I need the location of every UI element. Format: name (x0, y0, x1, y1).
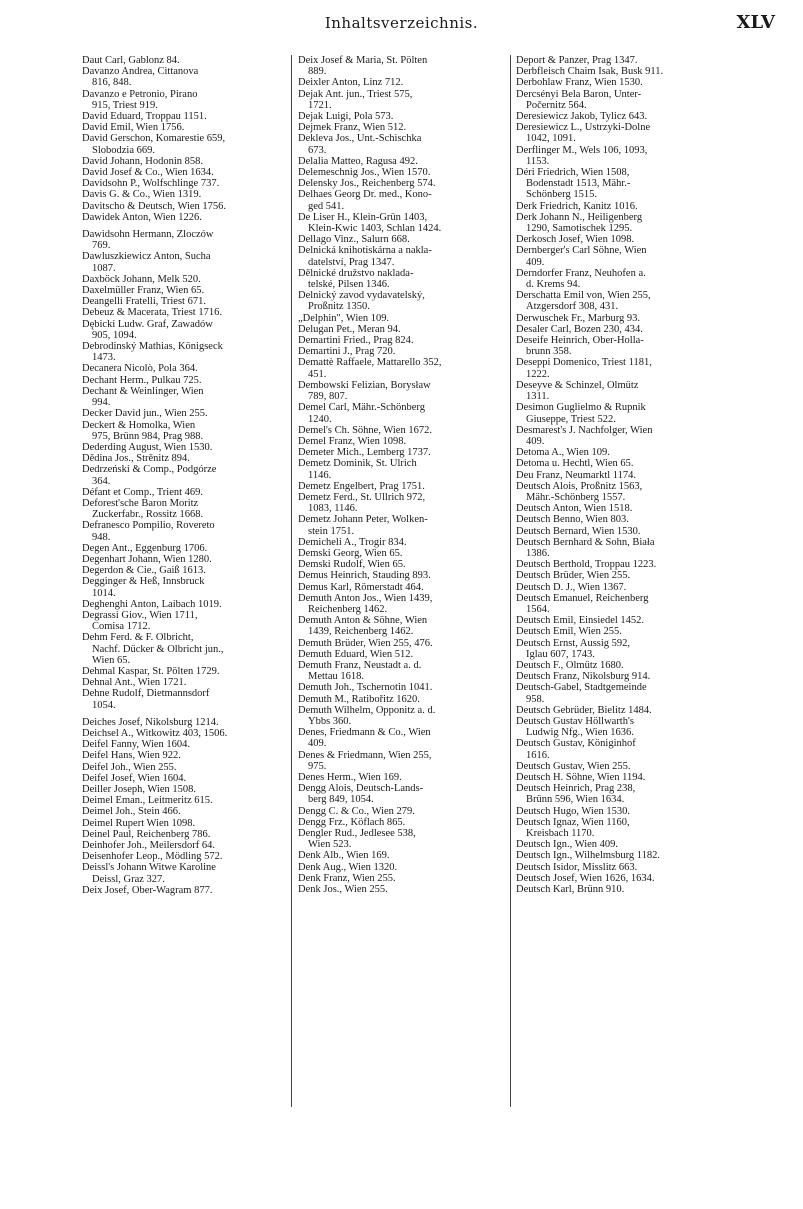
index-entry: Deutsch H. Söhne, Wien 1194. (516, 772, 646, 783)
index-entry: Degen Ant., Eggenburg 1706. (82, 542, 208, 554)
index-entry: Demus Heinrich, Stauding 893. (298, 570, 431, 582)
index-entry: Deimel Eman., Leitmeritz 615. (82, 795, 213, 807)
index-column-2 (298, 55, 503, 895)
index-entry: Denes, Friedmann & Co., Wien 409. (298, 727, 431, 750)
index-entry: Dellago Vinz., Salurn 668. (298, 234, 410, 246)
index-entry: Dehm Ferd. & F. Olbricht, Nachf. Dücker & Olbricht jun., Wien 65. (82, 632, 224, 666)
index-entry: Deu Franz, Neumarktl 1174. (516, 469, 637, 481)
index-entry: Deckert & Homolka, Wien 975, Brünn 984, Prag 988. (82, 419, 204, 442)
index-entry: Demuth Anton Jos., Wien 1439, Reichenberg 1462. (298, 592, 433, 615)
index-entry: Delugan Pet., Meran 94. (298, 323, 401, 335)
index-entry: David Johann, Hodonin 858. (82, 155, 204, 167)
index-entry: Denk Jos., Wien 255. (298, 884, 388, 896)
index-entry: Denes & Friedmann, Wien 255, 975. (298, 749, 432, 772)
index-entry: Deimel Rupert Wien 1098. (82, 817, 196, 829)
index-entry: Dengg Frz., Köflach 865. (298, 816, 406, 828)
index-entry: Derk Johann N., Heiligenberg 1290, Samotischek 1295. (516, 211, 643, 235)
index-entry: Deutsch Hugo, Wien 1530. (516, 805, 630, 817)
index-entry: Demattè Raffaele, Mattarello 352, 451. (298, 357, 442, 380)
index-entry: Deutsch Bernhard & Sohn, Biała 1386. (516, 536, 655, 559)
index-entry: Deutsch Alois, Proßnitz 1563, Mähr.-Schönberg 1557. (516, 480, 643, 503)
index-entry: Demicheli A., Trogir 834. (298, 536, 407, 548)
index-entry: Davanzo Andrea, Cittanova 816, 848. (82, 66, 199, 89)
index-entry: Dercsényi Bela Baron, Unter- Počernitz 564. (516, 88, 642, 111)
index-entry: Deutsch Karl, Brünn 910. (516, 884, 625, 896)
index-entry: Deifel Fanny, Wien 1604. (82, 739, 191, 751)
index-entry: Deichsel A., Witkowitz 403, 1506. (82, 727, 228, 739)
index-column-3 (516, 55, 724, 895)
index-entry: Dębicki Ludw. Graf, Zawadów 905, 1094. (82, 318, 213, 341)
index-entry: Derflinger M., Wels 106, 1093, 1153. (516, 144, 648, 167)
index-entry: Dehne Rudolf, Dietmannsdorf 1054. (82, 688, 210, 711)
index-entry: Daxböck Johann, Melk 520. (82, 273, 201, 285)
index-entry: Demuth Brüder, Wien 255, 476. (298, 637, 433, 649)
index-entry: Desimon Guglielmo & Rupnik Giuseppe, Triest 522. (516, 402, 646, 425)
index-entry: Demuth Franz, Neustadt a. d. Mettau 1618. (298, 659, 422, 683)
index-entry: Demuth Joh., Tschernotin 1041. (298, 682, 433, 694)
index-entry: Deutsch Berthold, Troppau 1223. (516, 559, 657, 571)
index-entry: Deutsch Ign., Wien 409. (516, 839, 619, 851)
index-entry: Demuth Eduard, Wien 512. (298, 648, 414, 660)
index-entry: Derschatta Emil von, Wien 255, Atzgersdorf 308, 431. (516, 290, 651, 313)
index-entry: Défant et Comp., Trient 469. (82, 486, 204, 498)
index-entry: Denk Aug., Wien 1320. (298, 861, 398, 873)
index-entry: Delhaes Georg Dr. med., Kono- ged 541. (298, 189, 432, 212)
index-entry: Déri Friedrich, Wien 1508, Bodenstadt 1513, Mähr.- Schönberg 1515. (516, 167, 631, 201)
index-entry: Deutsch Gustav Höllwarth's Ludwig Nfg., Wien 1636. (516, 715, 634, 739)
index-entry: Deiller Joseph, Wien 1508. (82, 784, 196, 795)
index-entry: Deutsch D. J., Wien 1367. (516, 581, 627, 593)
index-entry: Deutsch Emil, Wien 255. (516, 626, 622, 638)
index-entry: Demel Carl, Mähr.-Schönberg 1240. (298, 402, 425, 425)
index-entry: Deutsch Josef, Wien 1626, 1634. (516, 872, 655, 884)
index-entry: Degerdon & Cie., Gaiß 1613. (82, 565, 206, 577)
index-entry: Dehmal Kaspar, St. Pölten 1729. (82, 665, 220, 677)
index-entry: Degrassi Giov., Wien 1711, Comisa 1712. (82, 609, 198, 633)
index-entry: Decker David jun., Wien 255. (82, 408, 208, 420)
index-entry: Deutsch Gustav, Königinhof 1616. (516, 738, 636, 761)
index-entry: Deseppi Domenico, Triest 1181, 1222. (516, 357, 652, 380)
index-entry: Dejmek Franz, Wien 512. (298, 122, 407, 134)
index-entry: David Eduard, Troppau 1151. (82, 111, 207, 123)
index-entry: Deinel Paul, Reichenberg 786. (82, 828, 211, 840)
index-entry: Derwuschek Fr., Marburg 93. (516, 312, 641, 324)
index-entry: Deutsch Gustav, Wien 255. (516, 760, 631, 772)
index-entry: Dehnal Ant., Wien 1721. (82, 677, 187, 689)
index-entry: Detoma A., Wien 109. (516, 447, 610, 459)
index-entry: Deresiewicz L., Ustrzyki-Dolne 1042, 1091. (516, 122, 651, 145)
index-column-1 (82, 55, 284, 896)
index-entry: Dejak Luigi, Pola 573. (298, 111, 394, 123)
index-entry: Demel Franz, Wien 1098. (298, 435, 407, 447)
index-entry: Denk Alb., Wien 169. (298, 850, 390, 862)
index-entry: Deifel Joh., Wien 255. (82, 761, 177, 773)
index-entry: Demuth Anton & Söhne, Wien 1439, Reichenberg 1462. (298, 615, 428, 638)
index-entry: Deinhofer Joh., Meilersdorf 64. (82, 840, 215, 852)
index-entry: Degenhart Johann, Wien 1280. (82, 553, 212, 565)
index-entry: Debeuz & Macerata, Triest 1716. (82, 307, 222, 319)
index-entry: Deisenhofer Leop., Mödling 572. (82, 851, 223, 863)
index-entry: Demuth M., Ratibořitz 1620. (298, 693, 420, 705)
index-entry: Deimel Joh., Stein 466. (82, 806, 181, 818)
index-entry: Detoma u. Hechtl, Wien 65. (516, 458, 634, 470)
index-entry: Dělnické družstvo naklada- telské, Pilsen 1346. (298, 267, 414, 291)
index-entry: Derbfleisch Chaim Isak, Busk 911. (516, 66, 664, 78)
index-entry: Deutsch Gebrüder, Bielitz 1484. (516, 704, 652, 716)
page-title: Inhaltsverzeichnis. (324, 14, 479, 32)
index-entry: Deport & Panzer, Prag 1347. (516, 55, 638, 66)
index-entry: Desmarest's J. Nachfolger, Wien 409. (516, 424, 653, 447)
index-entry: Dechant Herm., Pulkau 725. (82, 374, 202, 386)
index-entry: Deforest'sche Baron Moritz Zuckerfabr., Rossitz 1668. (82, 497, 204, 521)
index-entry: Demartini Fried., Prag 824. (298, 335, 414, 347)
index-entry: Degginger & Heß, Innsbruck 1014. (82, 576, 205, 599)
index-entry: Dawluszkiewicz Anton, Sucha 1087. (82, 251, 211, 274)
index-entry: Deresiewicz Jakob, Tylicz 643. (516, 111, 648, 123)
index-entry: Deutsch Brüder, Wien 255. (516, 570, 631, 582)
index-entry: Dengler Rud., Jedlesee 538, Wien 523. (298, 828, 416, 851)
column-divider (291, 55, 292, 1107)
index-entry: Debrodinský Mathias, Königseck 1473. (82, 341, 223, 364)
index-entry: Davitscho & Deutsch, Wien 1756. (82, 200, 227, 212)
index-entry: Dederding August, Wien 1530. (82, 441, 213, 453)
index-entry: Deutsch Emanuel, Reichenberg 1564. (516, 592, 649, 615)
index-entry: Demetz Ferd., St. Ullrich 972, 1083, 1146. (298, 491, 426, 515)
index-entry: Davanzo e Petronio, Pirano 915, Triest 919. (82, 88, 198, 111)
index-entry: Denes Herm., Wien 169. (298, 772, 402, 783)
index-entry: Delalia Matteo, Ragusa 492. (298, 155, 418, 167)
index-entry: Deangelli Fratelli, Triest 671. (82, 296, 206, 308)
index-entry: Demuth Wilhelm, Opponitz a. d. Ybbs 360. (298, 704, 436, 727)
index-entry: Demetz Dominik, St. Ulrich 1146. (298, 458, 417, 481)
index-entry: Deutsch Ernst, Aussig 592, Iglau 607, 1743. (516, 637, 631, 660)
index-entry: Deseife Heinrich, Ober-Holla- brunn 358. (516, 335, 644, 358)
index-entry: Demel's Ch. Söhne, Wien 1672. (298, 424, 432, 436)
index-entry: Daut Carl, Gablonz 84. (82, 55, 180, 66)
index-entry: Deissl's Johann Witwe Karoline Deissl, Graz 327. (82, 862, 216, 885)
index-entry: Deifel Josef, Wien 1604. (82, 772, 187, 784)
index-entry: Deutsch Franz, Nikolsburg 914. (516, 671, 651, 683)
page-header (0, 10, 803, 40)
index-entry: Demski Georg, Wien 65. (298, 547, 403, 559)
index-entry: Davis G. & Co., Wien 1319. (82, 189, 202, 201)
index-entry: Deutsch F., Olmütz 1680. (516, 659, 624, 671)
index-entry: Deutsch Isidor, Misslitz 663. (516, 861, 638, 873)
index-entry: Derk Friedrich, Kanitz 1016. (516, 200, 638, 212)
index-entry: Denk Franz, Wien 255. (298, 872, 396, 884)
index-entry: Davidsohn P., Wolfschlinge 737. (82, 178, 220, 190)
index-entry: Dedrzeński & Comp., Podgórze 364. (82, 464, 217, 487)
index-entry: Daxelmüller Franz, Wien 65. (82, 285, 205, 297)
page-number: XLV (736, 12, 775, 33)
column-divider (510, 55, 511, 1107)
index-entry: Dejak Ant. jun., Triest 575, 1721. (298, 88, 413, 111)
index-entry: Deutsch Bernard, Wien 1530. (516, 525, 641, 537)
index-entry: David Emil, Wien 1756. (82, 122, 185, 134)
index-entry: Deutsch Ignaz, Wien 1160, Kreisbach 1170. (516, 816, 630, 840)
index-entry: Deixler Anton, Linz 712. (298, 77, 404, 89)
index-entry: Deseyve & Schinzel, Olmütz 1311. (516, 379, 639, 403)
index-entry: Decanera Nicolò, Pola 364. (82, 363, 198, 375)
index-entry: Dernberger's Carl Söhne, Wien 409. (516, 245, 647, 268)
index-entry: Delnický zavod vydavatelský, Proßnitz 1350. (298, 290, 425, 313)
index-entry: Derndorfer Franz, Neuhofen a. d. Krems 94. (516, 267, 646, 291)
index-entry: Demetz Engelbert, Prag 1751. (298, 480, 425, 492)
index-entry: Derkosch Josef, Wien 1098. (516, 234, 635, 246)
index-entry: Derbohlaw Franz, Wien 1530. (516, 77, 643, 89)
index-entry: David Josef & Co., Wien 1634. (82, 167, 214, 179)
index-entry: Deutsch Benno, Wien 803. (516, 514, 629, 526)
index-entry: Demetz Johann Peter, Wolken- stein 1751. (298, 514, 428, 537)
index-entry: Demus Karl, Römerstadt 464. (298, 581, 424, 593)
index-entry: Desaler Carl, Bozen 230, 434. (516, 323, 643, 335)
index-entry: Deix Josef, Ober-Wagram 877. (82, 884, 213, 896)
index-entry: „Delphin", Wien 109. (298, 312, 390, 324)
index-entry: Deiches Josef, Nikolsburg 1214. (82, 716, 219, 728)
index-entry: Deifel Hans, Wien 922. (82, 750, 181, 762)
index-entry: David Gerschon, Komarestie 659, Slobodzia 669. (82, 133, 226, 156)
index-entry: Dengg Alois, Deutsch-Lands- berg 849, 1054. (298, 783, 424, 806)
index-entry: Dawidek Anton, Wien 1226. (82, 211, 202, 223)
index-entry: Deutsch Anton, Wien 1518. (516, 503, 633, 515)
index-entry: Demski Rudolf, Wien 65. (298, 559, 406, 571)
index-entry: Dembowski Felizian, Borysław 789, 807. (298, 379, 431, 403)
index-entry: De Liser H., Klein-Grün 1403, Klein-Kwic 1403, Schlan 1424. (298, 211, 442, 235)
index-entry: Deutsch Heinrich, Prag 238, Brünn 596, Wien 1634. (516, 783, 636, 806)
index-entry: Deutsch Ign., Wilhelmsburg 1182. (516, 850, 661, 862)
index-entry: Delensky Jos., Reichenberg 574. (298, 178, 436, 190)
index-entry: Demartini J., Prag 720. (298, 346, 396, 358)
index-entry: Deutsch Emil, Einsiedel 1452. (516, 615, 645, 627)
index-entry: Deix Josef & Maria, St. Pölten 889. (298, 55, 428, 78)
index-entry: Dengg C. & Co., Wien 279. (298, 805, 415, 817)
index-entry: Defranesco Pompilio, Rovereto 948. (82, 520, 215, 543)
index-entry: Deutsch-Gabel, Stadtgemeinde 958. (516, 682, 647, 705)
index-entry: Dawidsohn Hermann, Zloczów 769. (82, 229, 214, 252)
index-entry: Delnická knihotiskárna a nakla- datelství, Prag 1347. (298, 245, 432, 268)
index-entry: Dědina Jos., Strěnitz 894. (82, 453, 190, 465)
index-entry: Delemeschnig Jos., Wien 1570. (298, 167, 431, 179)
index-entry: Dechant & Weinlinger, Wien 994. (82, 385, 204, 409)
index-entry: Dekleva Jos., Unt.-Schischka 673. (298, 133, 422, 156)
index-entry: Deghenghi Anton, Laibach 1019. (82, 598, 222, 610)
index-entry: Demeter Mich., Lemberg 1737. (298, 447, 431, 459)
